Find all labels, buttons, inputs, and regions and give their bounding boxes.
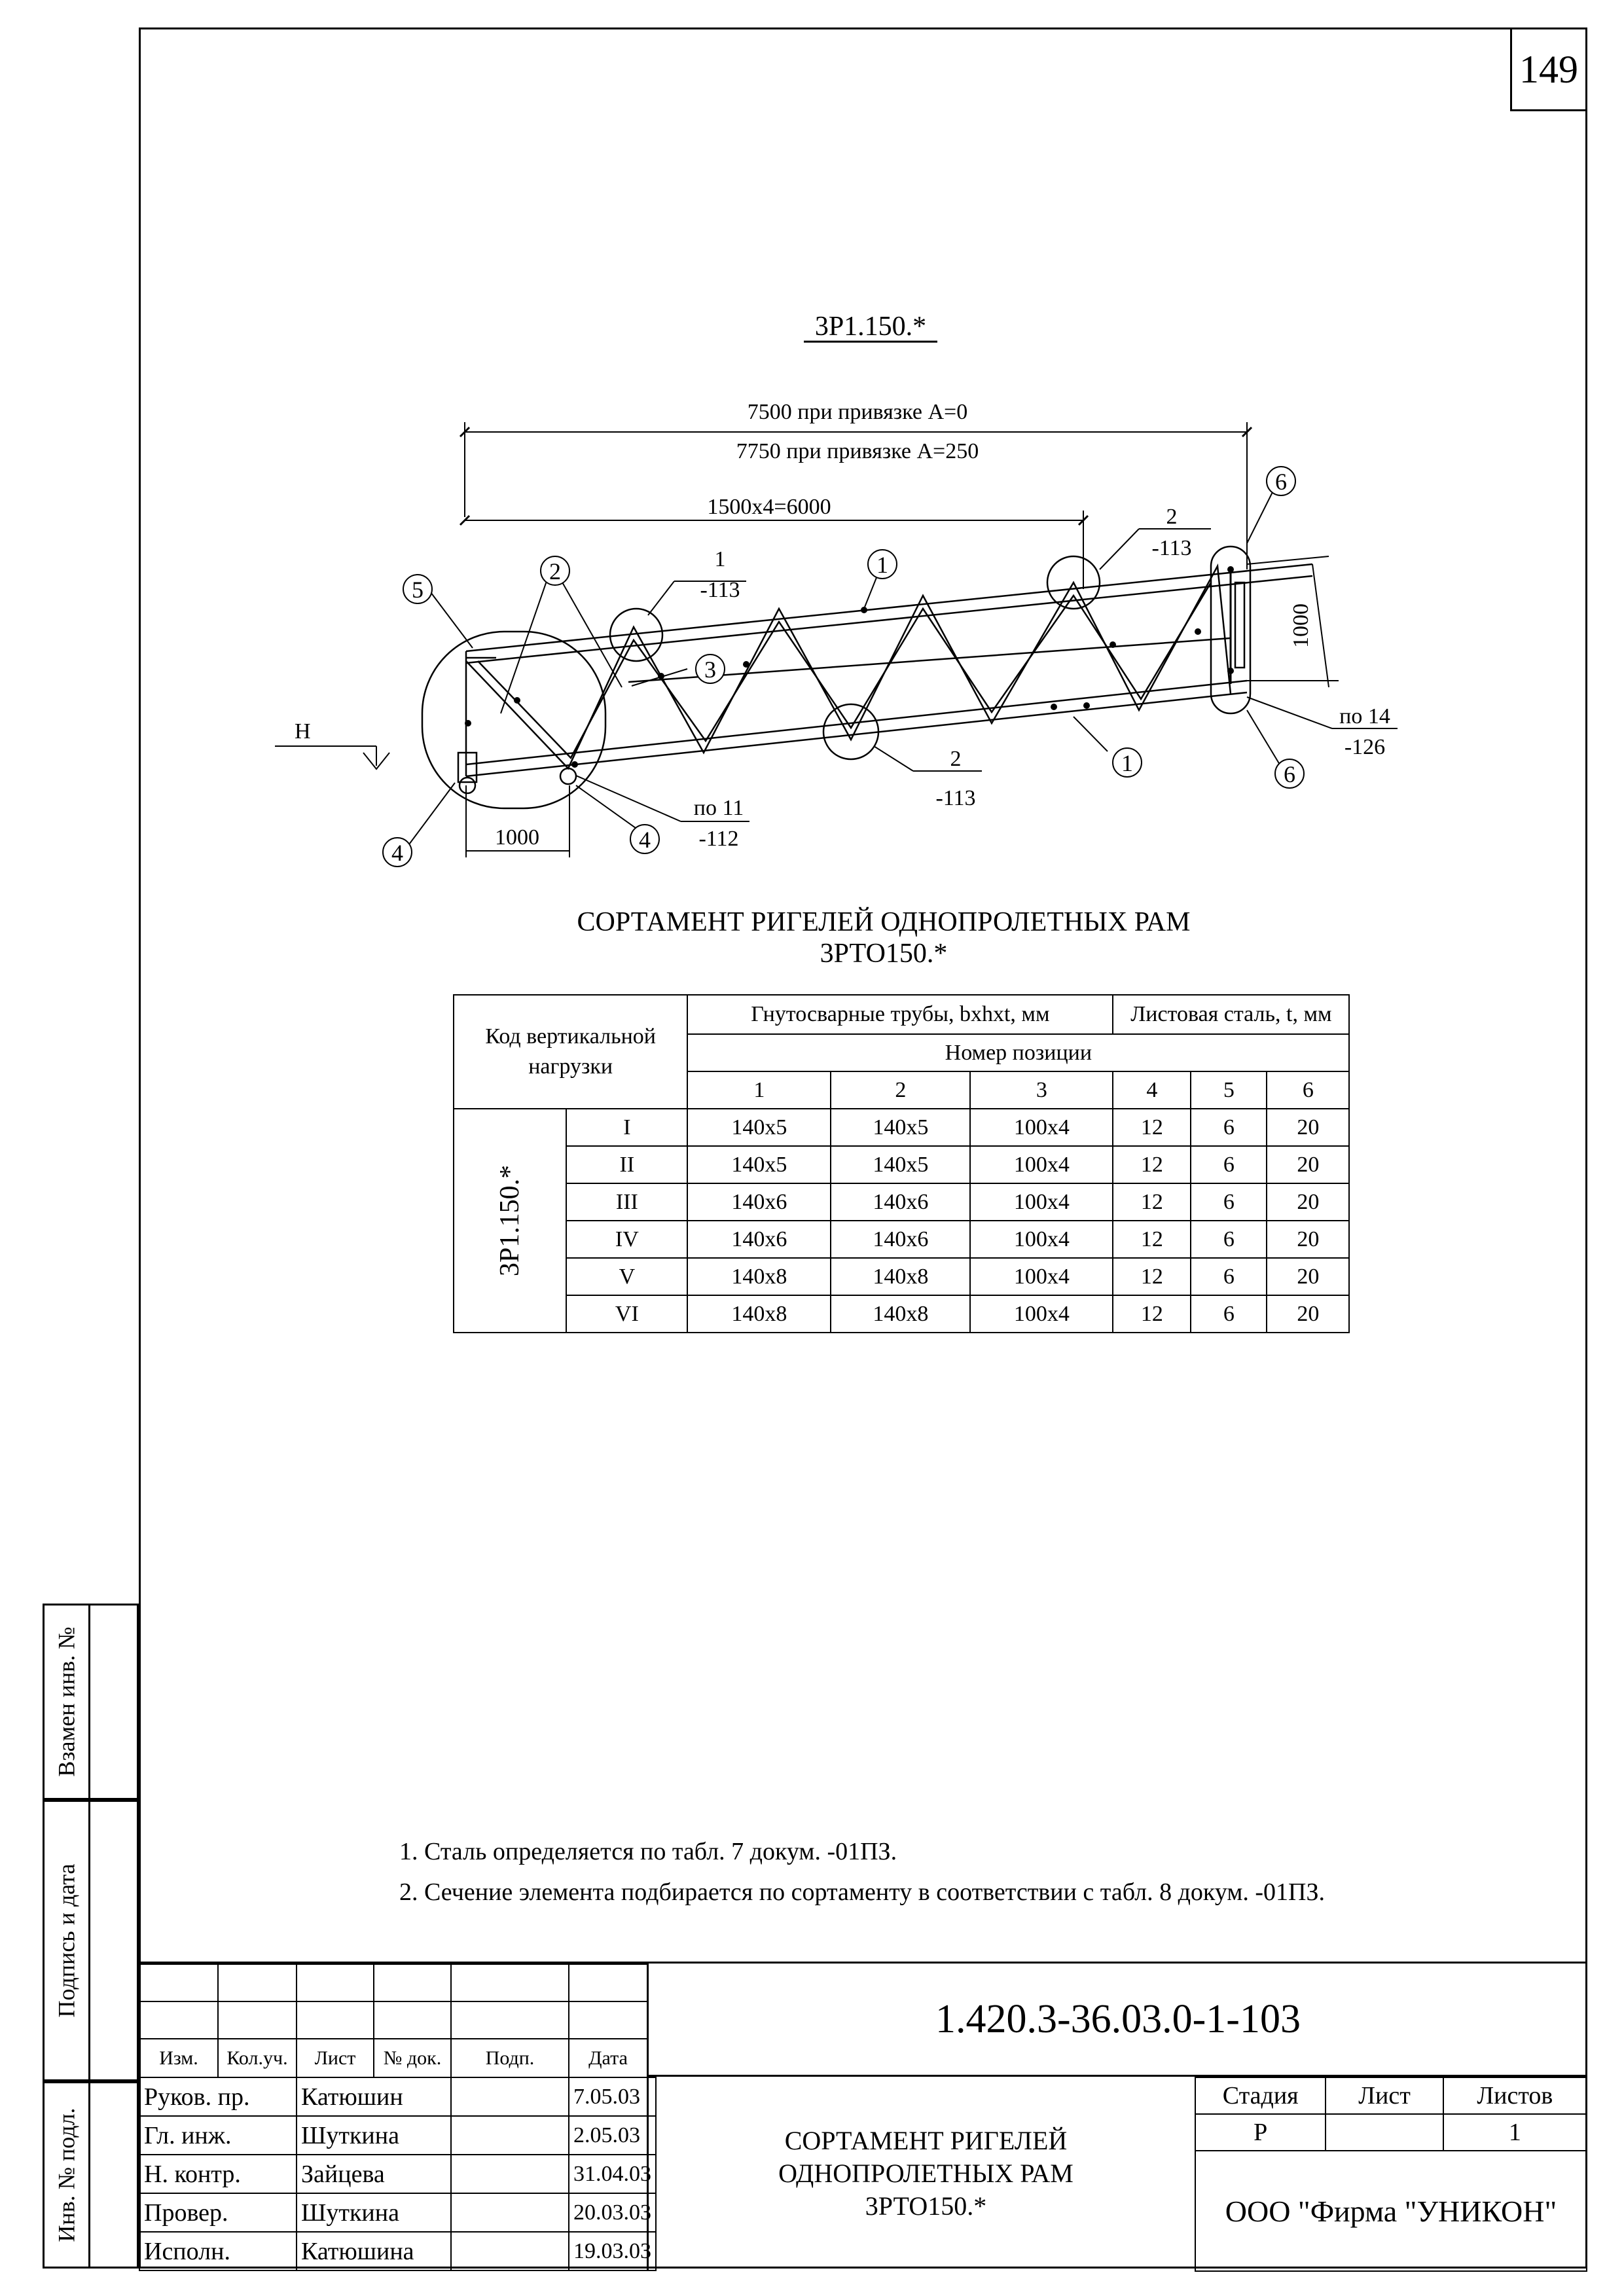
revision-grid [139, 1964, 648, 2078]
position-6: 6 [1284, 761, 1295, 787]
signer-date: 20.03.03 [569, 2193, 656, 2232]
pos-number: 6 [1267, 1071, 1349, 1109]
doc-title-line2: ОДНОПРОЛЕТНЫХ РАМ [778, 2159, 1074, 2188]
position-6: 6 [1275, 469, 1287, 495]
cell: 140x5 [687, 1146, 831, 1183]
signer-date: 2.05.03 [569, 2116, 656, 2155]
signer-date: 7.05.03 [569, 2077, 656, 2116]
cell: 140x6 [687, 1183, 831, 1221]
row-code: II [566, 1146, 687, 1183]
table-row [454, 1258, 1349, 1295]
side-stamp-sign-date [43, 1800, 139, 2081]
notes [399, 1831, 1325, 1912]
signer-date: 19.03.03 [569, 2232, 656, 2270]
row-code: III [566, 1183, 687, 1221]
col-list: Лист [297, 2039, 374, 2077]
group-mark-cell [454, 1109, 566, 1333]
cell: 20 [1267, 1146, 1349, 1183]
callout-11-bot: -112 [698, 827, 739, 851]
header-positions: Номер позиции [687, 1034, 1349, 1071]
dim-overall-1: 7500 при привязке А=0 [747, 400, 968, 424]
sheets-label: Листов [1443, 2077, 1587, 2114]
dim-support: 1000 [495, 825, 539, 850]
col-date: Дата [569, 2039, 647, 2077]
pos-number: 5 [1191, 1071, 1267, 1109]
position-1: 1 [876, 552, 888, 578]
cell: 20 [1267, 1258, 1349, 1295]
side-label-replace: Взамен инв. № [53, 1626, 80, 1777]
cell: 20 [1267, 1221, 1349, 1258]
side-stamp-inv [43, 2081, 139, 2269]
position-4: 4 [391, 840, 403, 866]
pos-number: 1 [687, 1071, 831, 1109]
col-sign: Подп. [451, 2039, 569, 2077]
sheets-value: 1 [1443, 2114, 1587, 2151]
header-code: Код вертикальной нагрузки [454, 995, 687, 1109]
doc-title-line1: СОРТАМЕНТ РИГЕЛЕЙ [784, 2126, 1068, 2155]
cell: 100x4 [970, 1183, 1113, 1221]
header-sheet: Листовая сталь, t, мм [1113, 995, 1349, 1034]
cell: 100x4 [970, 1258, 1113, 1295]
cell: 140x6 [687, 1221, 831, 1258]
cell: 140x8 [687, 1295, 831, 1333]
side-label-inv: Инв. № подл. [53, 2108, 80, 2242]
table-row [454, 1221, 1349, 1258]
col-izm: Изм. [139, 2039, 218, 2077]
cell: 12 [1113, 1109, 1191, 1146]
table-title [425, 906, 1342, 969]
drawing-mark: 3Р1.150.* [814, 312, 927, 342]
cell: 140x8 [831, 1295, 970, 1333]
table-row [454, 1109, 1349, 1146]
signer-role: Н. контр. [139, 2155, 297, 2193]
table-title-line2: 3РТО150.* [820, 939, 948, 969]
doc-title [647, 2077, 1203, 2270]
cell: 6 [1191, 1109, 1267, 1146]
cell: 20 [1267, 1109, 1349, 1146]
row-code: IV [566, 1221, 687, 1258]
truss-drawing [0, 0, 1624, 916]
pos-number: 2 [831, 1071, 970, 1109]
note-2: 2. Сечение элемента подбирается по сортаменту в соответствии с табл. 8 докум. -01ПЗ. [399, 1878, 1326, 1906]
cell: 140x5 [831, 1109, 970, 1146]
table-row [454, 1146, 1349, 1183]
sheet-number: 149 [1510, 27, 1587, 111]
callout-2a-top: 2 [1166, 505, 1178, 529]
signer-name: Шуткина [297, 2193, 451, 2232]
dim-panels: 1500x4=6000 [707, 495, 831, 519]
sheet-value [1326, 2114, 1443, 2151]
dim-height: 1000 [1289, 603, 1313, 648]
cell: 140x5 [687, 1109, 831, 1146]
position-1: 1 [1121, 750, 1133, 776]
cell: 6 [1191, 1183, 1267, 1221]
signer-date: 31.04.03 [569, 2155, 656, 2193]
assortment-table [453, 994, 1350, 1333]
cell: 6 [1191, 1221, 1267, 1258]
table-row [454, 1183, 1349, 1221]
cell: 12 [1113, 1295, 1191, 1333]
sheet-label: Лист [1326, 2077, 1443, 2114]
position-3: 3 [704, 656, 716, 683]
title-block [139, 1962, 1587, 2270]
table-row [454, 1295, 1349, 1333]
cell: 12 [1113, 1183, 1191, 1221]
cell: 6 [1191, 1295, 1267, 1333]
col-doc: № док. [374, 2039, 451, 2077]
signers-grid [139, 2077, 657, 2271]
callout-14-top: по 14 [1339, 704, 1390, 728]
row-code: VI [566, 1295, 687, 1333]
position-5: 5 [412, 577, 424, 603]
note-1: 1. Сталь определяется по табл. 7 докум. -01ПЗ. [399, 1838, 897, 1865]
company-name: ООО "Фирма "УНИКОН" [1195, 2151, 1587, 2271]
side-label-sign-date: Подпись и дата [53, 1863, 80, 2018]
cell: 6 [1191, 1258, 1267, 1295]
load-label: Н [295, 719, 311, 744]
cell: 140x6 [831, 1183, 970, 1221]
callout-1a-bot: -113 [700, 578, 740, 602]
cell: 12 [1113, 1258, 1191, 1295]
signer-name: Шуткина [297, 2116, 451, 2155]
signer-role: Гл. инж. [139, 2116, 297, 2155]
row-code: I [566, 1109, 687, 1146]
position-4: 4 [639, 827, 651, 853]
signer-role: Провер. [139, 2193, 297, 2232]
cell: 140x6 [831, 1221, 970, 1258]
pos-number: 3 [970, 1071, 1113, 1109]
callout-2b-bot: -113 [935, 786, 976, 810]
callout-2b-top: 2 [950, 747, 962, 771]
cell: 12 [1113, 1146, 1191, 1183]
doc-code: 1.420.3-36.03.0-1-103 [647, 1964, 1587, 2077]
stage-grid [1195, 2077, 1587, 2272]
position-2: 2 [549, 558, 561, 584]
table-title-line1: СОРТАМЕНТ РИГЕЛЕЙ ОДНОПРОЛЕТНЫХ РАМ [577, 907, 1191, 937]
col-kol: Кол.уч. [218, 2039, 297, 2077]
signer-name: Катюшина [297, 2232, 451, 2270]
signer-name: Катюшин [297, 2077, 451, 2116]
pos-number: 4 [1113, 1071, 1191, 1109]
callout-2a-bot: -113 [1151, 536, 1192, 560]
side-stamp-replace [43, 1604, 139, 1800]
callout-14-bot: -126 [1344, 735, 1386, 759]
cell: 100x4 [970, 1295, 1113, 1333]
cell: 20 [1267, 1183, 1349, 1221]
cell: 140x8 [687, 1258, 831, 1295]
row-code: V [566, 1258, 687, 1295]
cell: 140x8 [831, 1258, 970, 1295]
dim-overall-2: 7750 при привязке А=250 [736, 439, 979, 463]
callout-11-top: по 11 [693, 796, 744, 820]
doc-title-line3: 3РТО150.* [865, 2191, 987, 2221]
cell: 100x4 [970, 1109, 1113, 1146]
stage-label: Стадия [1195, 2077, 1326, 2114]
signer-name: Зайцева [297, 2155, 451, 2193]
cell: 100x4 [970, 1221, 1113, 1258]
cell: 100x4 [970, 1146, 1113, 1183]
header-tubes: Гнутосварные трубы, bxhxt, мм [687, 995, 1113, 1034]
cell: 140x5 [831, 1146, 970, 1183]
signer-role: Исполн. [139, 2232, 297, 2270]
callout-1a-top: 1 [714, 547, 726, 571]
group-mark: 3Р1.150.* [495, 1164, 526, 1277]
cell: 20 [1267, 1295, 1349, 1333]
cell: 6 [1191, 1146, 1267, 1183]
signer-role: Руков. пр. [139, 2077, 297, 2116]
cell: 12 [1113, 1221, 1191, 1258]
stage-value: Р [1195, 2114, 1326, 2151]
